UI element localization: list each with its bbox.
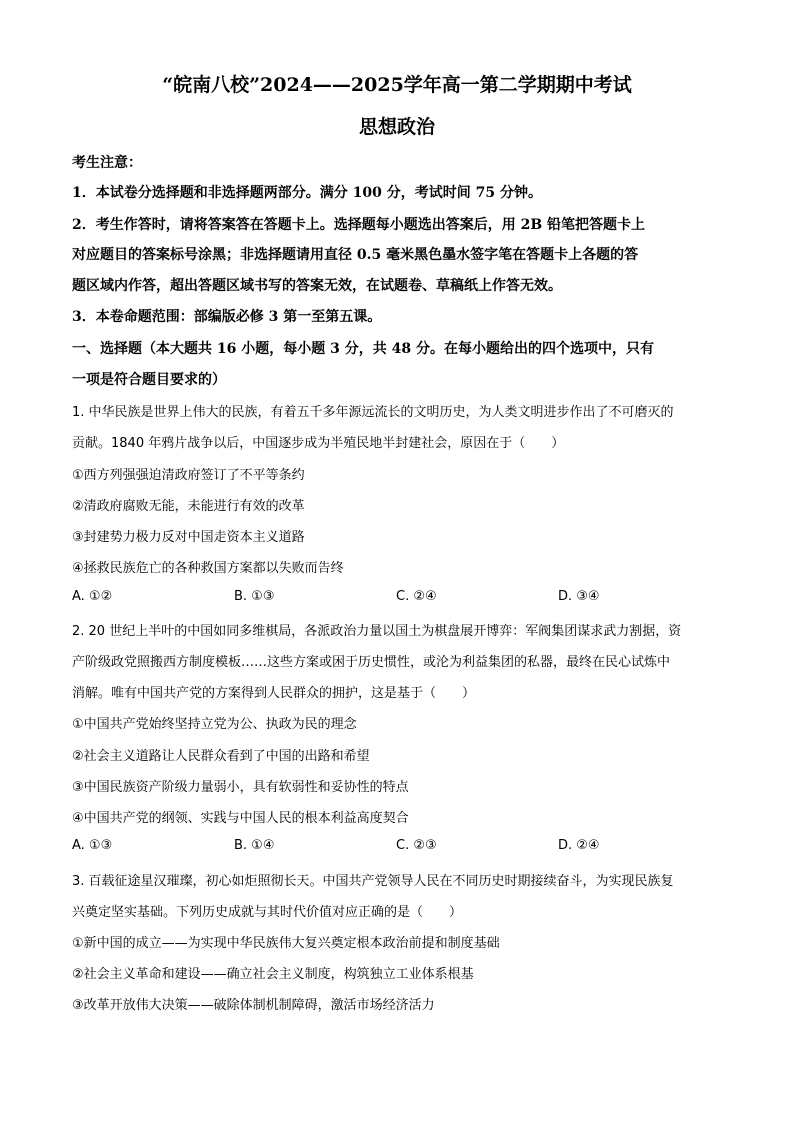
question-3-stem-line-2: 兴奠定坚实基础。下列历史成就与其时代价值对应正确的是（ ） [72, 905, 463, 920]
section-heading-line-1: 一、选择题（本大题共 16 小题，每小题 3 分，共 48 分。在每小题给出的四个选项中，只有 [72, 341, 654, 357]
question-2-option-b[interactable]: B. ①④ [234, 838, 275, 853]
subject-title: 思想政治 [358, 116, 435, 138]
question-1-item-4: ④拯救民族危亡的各种救国方案都以失败而告终 [72, 561, 344, 576]
question-2-item-3: ③中国民族资产阶级力量弱小，具有软弱性和妥协性的特点 [72, 780, 409, 795]
exam-title: “皖南八校”2024——2025学年高一第二学期期中考试 [162, 74, 632, 96]
question-1-option-d[interactable]: D. ③④ [558, 589, 600, 604]
question-1-option-b[interactable]: B. ①③ [234, 589, 275, 604]
question-2-item-2: ②社会主义道路让人民群众看到了中国的出路和希望 [72, 749, 370, 764]
notice-heading: 考生注意： [72, 155, 142, 171]
question-3-stem-line-1: 3. 百载征途星汉璀璨，初心如炬照彻长天。中国共产党领导人民在不同历史时期接续奋斗，为实现民族复 [72, 874, 674, 889]
question-2-option-a[interactable]: A. ①③ [72, 838, 113, 853]
notice-item-2-line-1: 2．考生作答时，请将答案答在答题卡上。选择题每小题选出答案后，用 2B 铅笔把答题卡上 [72, 217, 646, 233]
question-1-stem-line-1: 1. 中华民族是世界上伟大的民族，有着五千多年源远流长的文明历史，为人类文明进步作出了不可磨灭的 [72, 405, 674, 420]
question-2-stem-line-2: 产阶级政党照搬西方制度模板……这些方案或困于历史惯性，或沦为利益集团的私器，最终在民心试炼中 [72, 655, 671, 670]
notice-item-2-line-2: 对应题目的答案标号涂黑；非选择题请用直径 0.5 毫米黑色墨水签字笔在答题卡上各题的答 [72, 247, 639, 263]
question-2-item-4: ④中国共产党的纲领、实践与中国人民的根本利益高度契合 [72, 811, 409, 826]
section-heading-line-2: 一项是符合题目要求的） [72, 372, 226, 388]
notice-item-3: 3．本卷命题范围：部编版必修 3 第一至第五课。 [72, 309, 382, 325]
question-1-item-2: ②清政府腐败无能，未能进行有效的改革 [72, 499, 305, 514]
question-2-item-1: ①中国共产党始终坚持立党为公、执政为民的理念 [72, 717, 357, 732]
notice-item-2-line-3: 题区域内作答，超出答题区域书写的答案无效，在试题卷、草稿纸上作答无效。 [72, 278, 562, 294]
question-1-item-1: ①西方列强强迫清政府签订了不平等条约 [72, 468, 305, 483]
question-1-option-a[interactable]: A. ①② [72, 589, 113, 604]
notice-item-1: 1．本试卷分选择题和非选择题两部分。满分 100 分，考试时间 75 分钟。 [72, 185, 542, 201]
question-1-item-3: ③封建势力极力反对中国走资本主义道路 [72, 530, 305, 545]
question-2-option-d[interactable]: D. ②④ [558, 838, 600, 853]
question-3-item-1: ①新中国的成立——为实现中华民族伟大复兴奠定根本政治前提和制度基础 [72, 936, 500, 951]
question-2-stem-line-3: 消解。唯有中国共产党的方案得到人民群众的拥护，这是基于（ ） [72, 686, 476, 701]
question-2-stem-line-1: 2. 20 世纪上半叶的中国如同多维棋局，各派政治力量以国土为棋盘展开博弈：军阀集团谋求武力割据，资 [72, 624, 682, 639]
question-1-option-c[interactable]: C. ②④ [396, 589, 437, 604]
question-3-item-2: ②社会主义革命和建设——确立社会主义制度，构筑独立工业体系根基 [72, 967, 474, 982]
question-1-stem-line-2: 贡献。1840 年鸦片战争以后，中国逐步成为半殖民地半封建社会，原因在于（ ） [72, 436, 565, 451]
question-2-option-c[interactable]: C. ②③ [396, 838, 437, 853]
question-3-item-3: ③改革开放伟大决策——破除体制机制障碍，激活市场经济活力 [72, 998, 435, 1013]
